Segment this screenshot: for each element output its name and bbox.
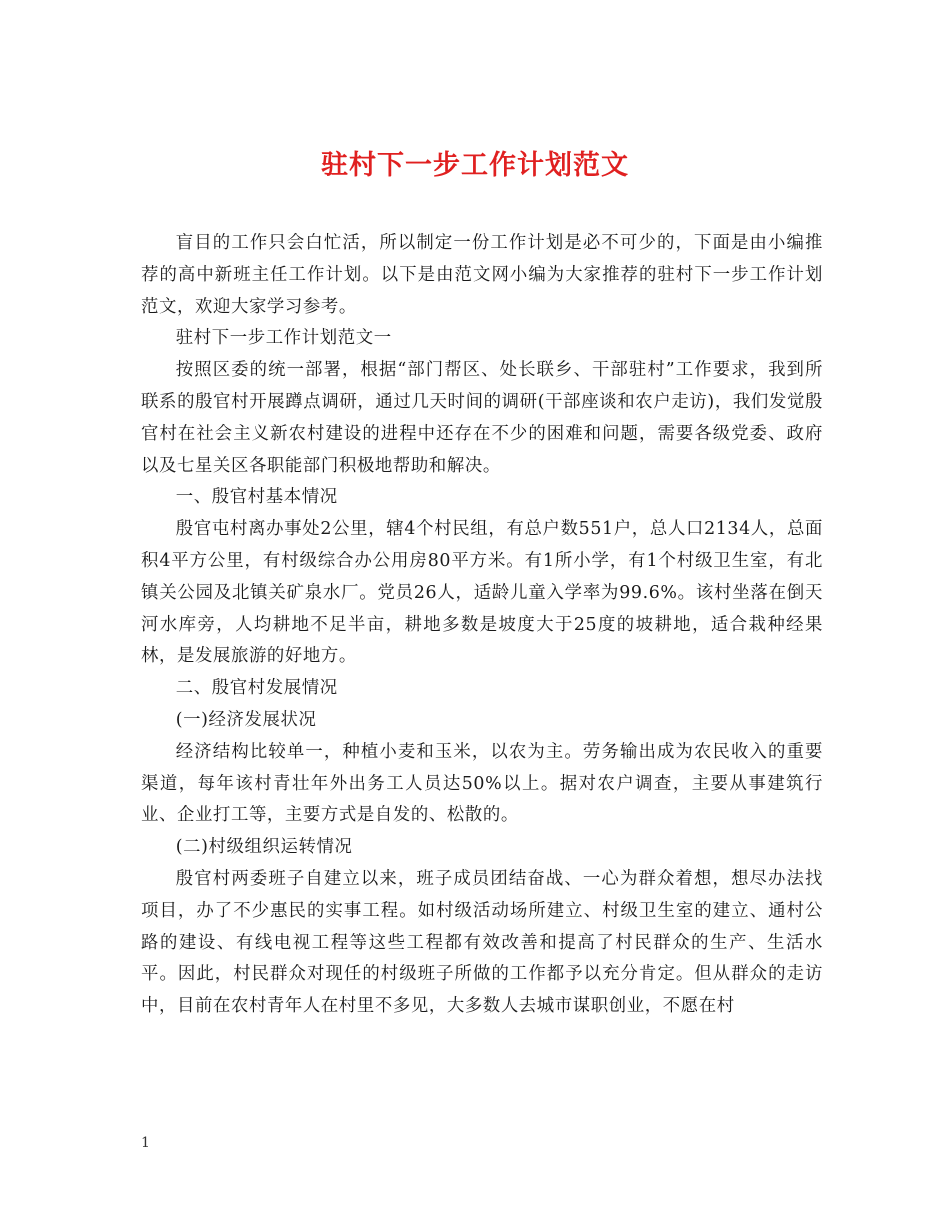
page-number: 1: [141, 1135, 150, 1151]
paragraph-economy: 经济结构比较单一，种植小麦和玉米，以农为主。劳务输出成为农民收入的重要渠道，每年该村青壮年外出务工人员达50%以上。据对农户调查，主要从事建筑行业、企业打工等，主要方式是自发的、松散的。: [141, 741, 823, 826]
paragraph-heading-organization: (二)村级组织运转情况: [175, 837, 353, 858]
paragraph-intro: 盲目的工作只会白忙活，所以制定一份工作计划是必不可少的，下面是由小编推荐的高中新班主任工作计划。以下是由范文网小编为大家推荐的驻村下一步工作计划范文，欢迎大家学习参考。: [141, 233, 823, 317]
paragraph-heading-economy: (一)经济发展状况: [175, 709, 317, 730]
paragraph-background: 按照区委的统一部署，根据“部门帮区、处长联乡、干部驻村”工作要求，我到所联系的殷官村开展蹲点调研，通过几天时间的调研(干部座谈和农户走访)，我们发觉殷官村在社会主义新农村建设的进程中还存在不少的困难和问题，需要各级党委、政府以及七星关区各职能部门积极地帮助和解决。: [141, 360, 823, 476]
paragraph-heading-development: 二、殷官村发展情况: [175, 678, 338, 699]
paragraph-section-heading: 驻村下一步工作计划范文一: [175, 328, 392, 349]
paragraph-organization: 殷官村两委班子自建立以来，班子成员团结奋战、一心为群众着想，想尽办法找项目，办了不少惠民的实事工程。如村级活动场所建立、村级卫生室的建立、通村公路的建设、有线电视工程等这些工程都有效改善和提高了村民群众的生产、生活水平。因此，村民群众对现任的村级班子所做的工作都予以充分肯定。但从群众的走访中，目前在农村青年人在村里不多见，大多数人去城市谋职创业，不愿在村: [141, 868, 823, 1017]
document-body: [141, 228, 823, 1023]
paragraph-basic-info: 殷官屯村离办事处2公里，辖4个村民组，有总户数551户，总人口2134人，总面积4平方公里，有村级综合办公用房80平方米。有1所小学，有1个村级卫生室，有北镇关公园及北镇关矿泉水厂。党员26人，适龄儿童入学率为99.6%。该村坐落在倒天河水库旁，人均耕地不足半亩，耕地多数是坡度大于25度的坡耕地，适合栽种经果林，是发展旅游的好地方。: [141, 519, 823, 667]
document-title: 驻村下一步工作计划范文: [321, 150, 629, 182]
paragraph-heading-basic-info: 一、殷官村基本情况: [175, 487, 338, 508]
